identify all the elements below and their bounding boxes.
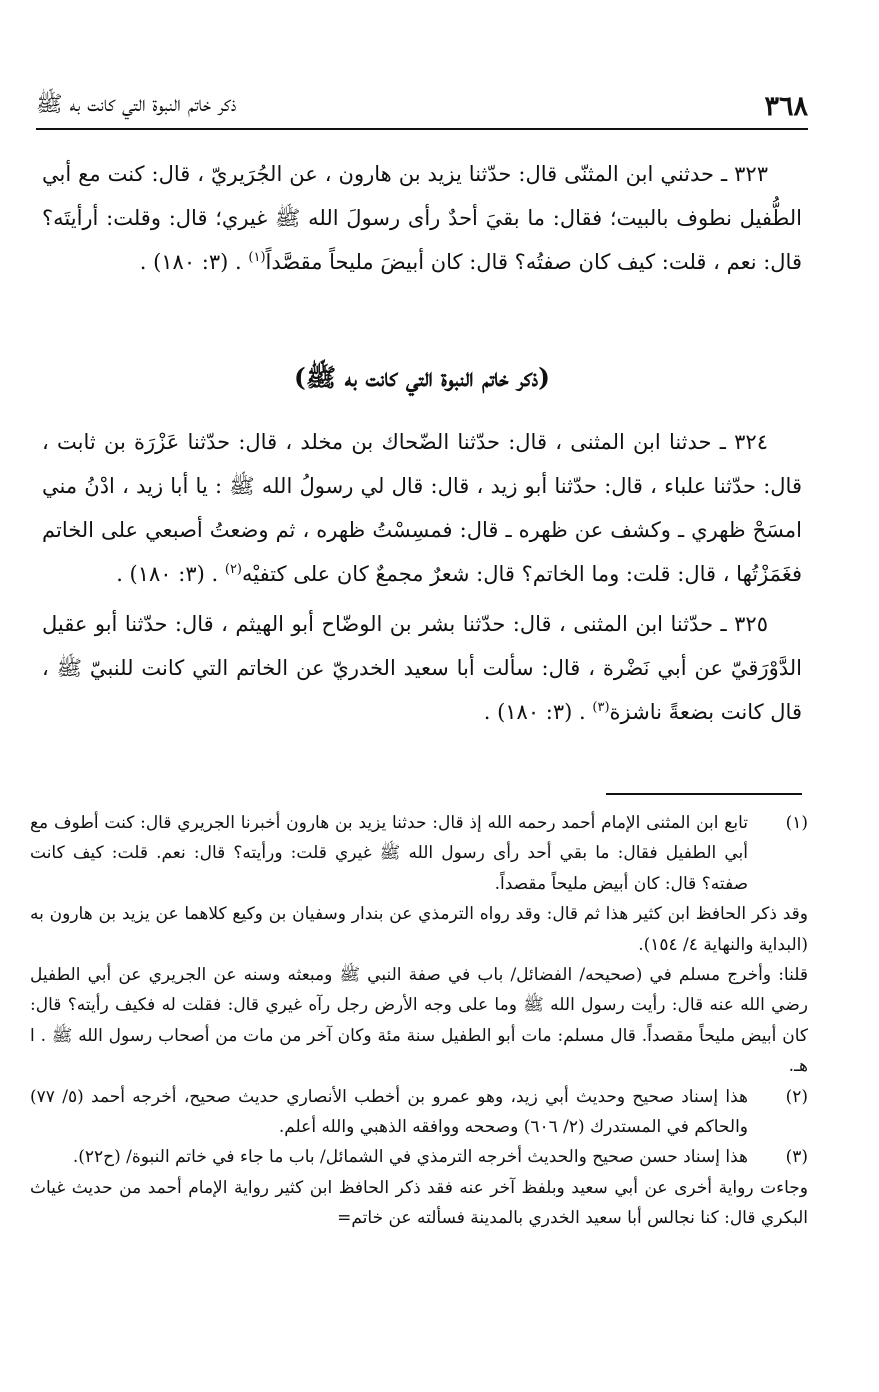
footnote-separator <box>606 793 802 795</box>
hadith-324-325-block <box>42 420 802 734</box>
hadith-325-text: ٣٢٥ ـ حدّثنا ابن المثنى ، قال: حدّثنا بشر بن الوضّاح أبو الهيثم ، قال: حدّثنا أبو عقيل الدَّوْرَقيّ عن أبي نَضْرة ، قال: سألت أبا سعيد الخدريّ عن الخاتم التي كانت للنبيّ ﷺ ، قال كانت بضعةً ناشزة <box>42 612 802 724</box>
footnote-1-para-3: قلنا: وأخرج مسلم في (صحيحه/ الفضائل/ باب في صفة النبي ﷺ ومبعثه وسنه عن الجريري عن أبي الطفيل رضي الله عنه قال: رأيت رسول الله ﷺ وما على وجه الأرض رجل رآه غيري قال: فقلت له فكيف رأيته؟ قال: كان أبيض مليحاً مقصداً. قال مسلم: مات أبو الطفيل سنة مئة وكان آخر من مات من أصحاب رسول الله ﷺ . ا هـ. <box>30 965 808 1077</box>
footnote-2-text: هذا إسناد صحيح وحديث أبي زيد، وهو عمرو بن أخطب الأنصاري حديث صحيح، أخرجه أحمد (٥/ ٧٧) والحاكم في المستدرك (٢/ ٦٠٦) وصححه ووافقه الذهبي والله أعلم. <box>30 1086 748 1138</box>
page-number: ٣٦٨ <box>764 90 808 122</box>
hadith-324 <box>42 420 802 596</box>
footnote-2-number: (٢) <box>785 1086 808 1107</box>
footnote-1-number: (١) <box>785 813 808 833</box>
hadith-323-block <box>42 152 802 284</box>
footnote-marker-3: (٣) <box>592 700 610 715</box>
section-title: (ذكر خاتم النبوة التي كانت به ﷺ) <box>294 363 550 392</box>
footnote-1-para-2: وقد ذكر الحافظ ابن كثير هذا ثم قال: وقد رواه الترمذي عن بندار وسفيان بن وكيع كلاهما عن يزيد بن هارون به (البداية والنهاية ٤/ ١٥٤). <box>30 904 808 955</box>
footnotes <box>30 808 808 1234</box>
footnote-3-text: هذا إسناد حسن صحيح والحديث أخرجه الترمذي في الشمائل/ باب ما جاء في خاتم النبوة/ (ح٢٢). <box>72 1147 748 1168</box>
hadith-325-ref: . (٣: ١٨٠) . <box>483 700 586 724</box>
footnote-marker-1: (١) <box>248 250 266 265</box>
hadith-323 <box>42 152 802 284</box>
page-header <box>36 86 808 126</box>
hadith-323-text: ٣٢٣ ـ حدثني ابن المثنّى قال: حدّثنا يزيد بن هارون ، عن الجُرَيريّ ، قال: كنت مع أبي الطُّفيل نطوف بالبيت؛ فقال: ما بقيَ أحدٌ رأى رسولَ الله ﷺ غيري؛ قال: وقلت: أرأيتَه؟ قال: نعم ، قلت: كيف كان صفتُه؟ قال: كان أبيضَ مليحاً مقصَّداً <box>42 162 802 274</box>
footnote-3-para-2: وجاءت رواية أخرى عن أبي سعيد وبلفظ آخر عنه فقد ذكر الحافظ ابن كثير رواية الإمام أحمد من حديث غياث البكري قال: كنا نجالس أبا سعيد الخدري بالمدينة فسألته عن خاتم= <box>30 1177 808 1229</box>
hadith-324-ref: . (٣: ١٨٠) . <box>116 562 219 586</box>
footnote-1-text: تابع ابن المثنى الإمام أحمد رحمه الله إذ قال: حدثنا يزيد بن هارون أخبرنا الجريري قال: كنت أطوف مع أبي الطفيل فقال: ما بقي أحد رأى رسول الله ﷺ غيري قلت: ورأيته؟ قال: نعم. قلت: كيف كانت صفته؟ قال: كان أبيض مليحاً مقصداً. <box>30 813 748 894</box>
footnote-3-number: (٣) <box>785 1147 808 1168</box>
hadith-323-ref: . (٣: ١٨٠) . <box>139 250 242 274</box>
hadith-324-text: ٣٢٤ ـ حدثنا ابن المثنى ، قال: حدّثنا الضّحاك بن مخلد ، قال: حدّثنا عَزْرَة بن ثابت ، قال: حدّثنا علباء ، قال: حدّثنا أبو زيد ، قال: قال لي رسولُ الله ﷺ : يا أبا زيد ، ادْنُ مني امسَحْ ظهري ـ وكشف عن ظهره ـ قال: فمسِسْتُ ظهره ، ثم وضعتُ أصبعي على الخاتم فغَمَزْتُها ، قال: قلت: وما الخاتم؟ قال: شعرٌ مجمعٌ كان على كتفيْه <box>42 430 802 586</box>
footnote-marker-2: (٢) <box>224 562 242 577</box>
header-rule <box>36 128 808 130</box>
footnote-2 <box>30 1082 808 1143</box>
running-title: ذكر خاتم النبوة التي كانت به ﷺ <box>36 92 237 117</box>
footnote-3 <box>30 1142 808 1172</box>
footnote-1 <box>30 808 808 899</box>
hadith-325 <box>42 602 802 734</box>
